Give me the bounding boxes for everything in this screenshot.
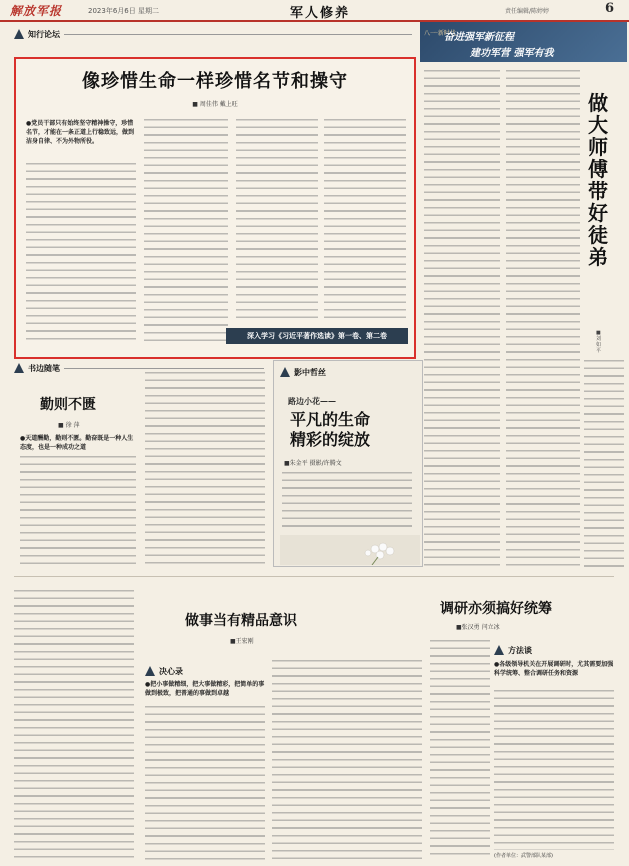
suibi-label: 书边随笔 (28, 363, 60, 373)
section-divider (64, 368, 264, 369)
suibi-text-col1 (20, 456, 136, 568)
article-lead: ●党员干部只有始终坚守精神操守，珍惜名节，才能在一条正道上行稳致远，做到洁身自律、不为外物所役。 (26, 120, 135, 145)
banner-tag: 八一·新时代 (424, 30, 456, 37)
right-bottom-author: ■张汉勇 闫立冰 (456, 624, 500, 631)
article-text-col4 (324, 119, 406, 323)
juexin-section-head (145, 665, 265, 677)
section-title: 军人修养 (290, 6, 351, 21)
study-banner: 深入学习《习近平著作选读》第一卷、第二卷 (226, 328, 408, 344)
issue-date: 2023年6月6日 星期二 (88, 7, 159, 15)
photo-essay-title: 平凡的生命 精彩的绽放 (290, 410, 371, 449)
fangfa-subtitle: ●各级领导机关在开展调研时，尤其需要加强科学统筹、整合调研任务和资源 (494, 661, 614, 677)
right-text-col2 (506, 70, 580, 570)
editor-note: (作者单位：武警部队某部) (494, 853, 553, 859)
featured-article-box (14, 57, 416, 359)
triangle-icon (14, 363, 24, 373)
right-text-col3 (584, 360, 624, 570)
yingzhong-section-head (280, 366, 415, 378)
juexin-subtitle: ●把小事做精细，把大事做精彩，把简单的事做到极致，把普通的事做到卓越 (145, 681, 265, 697)
article-byline: ■ 周佳伟 戴上旺 (192, 101, 238, 108)
horizontal-divider (14, 576, 614, 577)
bottom-article-author: ■王宏刚 (230, 638, 254, 645)
right-text-col1 (424, 70, 500, 570)
right-bottom-title: 调研亦须搞好统筹 (440, 601, 552, 617)
photo-essay-kicker: 路边小花—— (288, 396, 336, 406)
suibi-text-col2 (145, 372, 265, 568)
fangfa-label: 方法谈 (508, 645, 532, 655)
photo-essay-author: ■朱金平 摄影/许腾文 (284, 460, 342, 467)
suibi-title: 勤则不匮 (40, 397, 96, 413)
article-text-col2 (144, 119, 228, 345)
bottom-article-title: 做事当有精品意识 (185, 613, 297, 629)
zhixing-label: 知行论坛 (28, 29, 60, 39)
vertical-title: 做大师傅 带好徒弟 (588, 91, 608, 269)
juexin-text-col2 (272, 660, 422, 860)
section-divider (64, 34, 412, 35)
zhixing-section-head (14, 28, 412, 40)
article-title: 像珍惜生命一样珍惜名节和操守 (82, 71, 348, 92)
newspaper-logo: 解放军报 (10, 4, 63, 18)
editor-credit: 责任编辑/陈婷婷 (505, 8, 550, 15)
page-number: 6 (605, 1, 615, 16)
juexin-text-col1 (145, 706, 265, 860)
banner-line-2: 建功军营 强军有我 (470, 48, 554, 59)
photo-essay-text (282, 472, 412, 532)
right-bottom-text-col2 (494, 690, 614, 850)
triangle-icon (494, 645, 504, 655)
bottom-left-text (14, 590, 134, 860)
right-bottom-text-col1 (430, 640, 490, 860)
yingzhong-label: 影中哲丝 (294, 367, 326, 377)
suibi-author: ■ 徐 萍 (58, 422, 80, 429)
article-text-col1 (26, 163, 136, 343)
article-text-col3 (236, 119, 318, 323)
juexin-label: 决心录 (159, 666, 183, 676)
triangle-icon (14, 29, 24, 39)
flower-photo (280, 535, 420, 565)
fangfa-section-head (494, 644, 614, 656)
suibi-subtitle: ●天道酬勤，勤则不匮。勤奋既是一种人生态度，也是一种成功之道 (20, 435, 134, 451)
vertical-author: ■刘如平 (596, 330, 602, 354)
banner-line-1: 奋进强军新征程 (444, 32, 514, 43)
triangle-icon (145, 666, 155, 676)
triangle-icon (280, 367, 290, 377)
